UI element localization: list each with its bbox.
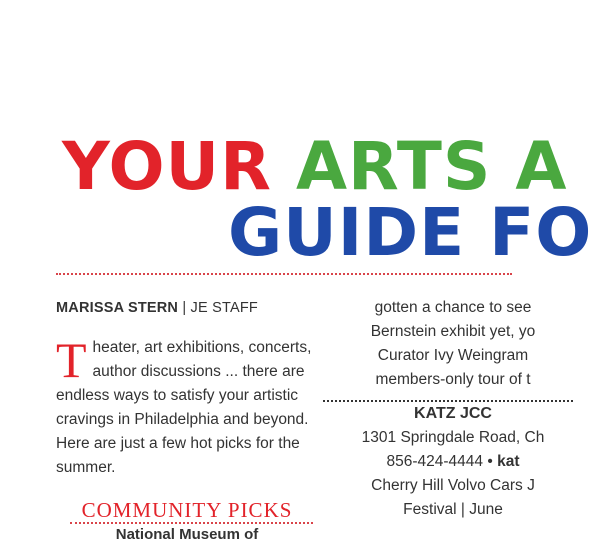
right-line-2: Bernstein exhibit yet, yo [370, 323, 536, 340]
byline [56, 296, 318, 320]
headline-line-1 [62, 128, 568, 205]
venue-event: Cherry Hill Volvo Cars J [371, 477, 535, 494]
right-line-3: Curator Ivy Weingram [377, 347, 529, 364]
venue-phone: 856-424-4444 • [386, 453, 493, 470]
venue-address: 1301 Springdale Road, Ch [361, 429, 545, 446]
headline-line-2: GUIDE FO [228, 194, 592, 271]
byline-role: JE STAFF [190, 300, 258, 316]
byline-separator: | [178, 300, 191, 316]
venue-contact [333, 450, 573, 474]
section-title: COMMUNITY PICKS [81, 498, 293, 522]
headline-word-your: YOUR [62, 128, 272, 205]
left-column [56, 296, 318, 544]
right-line-1: gotten a chance to see [374, 299, 532, 316]
right-column [333, 296, 573, 522]
headline-word-arts: ARTS A [295, 128, 568, 205]
section-rule [70, 522, 313, 524]
intro-text: heater, art exhibitions, concerts, author discussions ... there are endless ways to satisfy your artistic cravings in Philadelphia and beyond. Here are just a few hot picks for the summer. [56, 339, 312, 476]
intro-paragraph [56, 332, 318, 480]
right-line-4: members-only tour of t [375, 371, 531, 388]
drop-cap: T [56, 332, 87, 388]
venue-name: National Museum of [115, 526, 259, 543]
venue-heading: KATZ JCC [414, 405, 492, 422]
headline-divider [56, 273, 512, 275]
venue-event-date: Festival | June [403, 501, 503, 518]
byline-author: MARISSA STERN [56, 300, 179, 316]
venue-site[interactable]: kat [497, 453, 520, 470]
